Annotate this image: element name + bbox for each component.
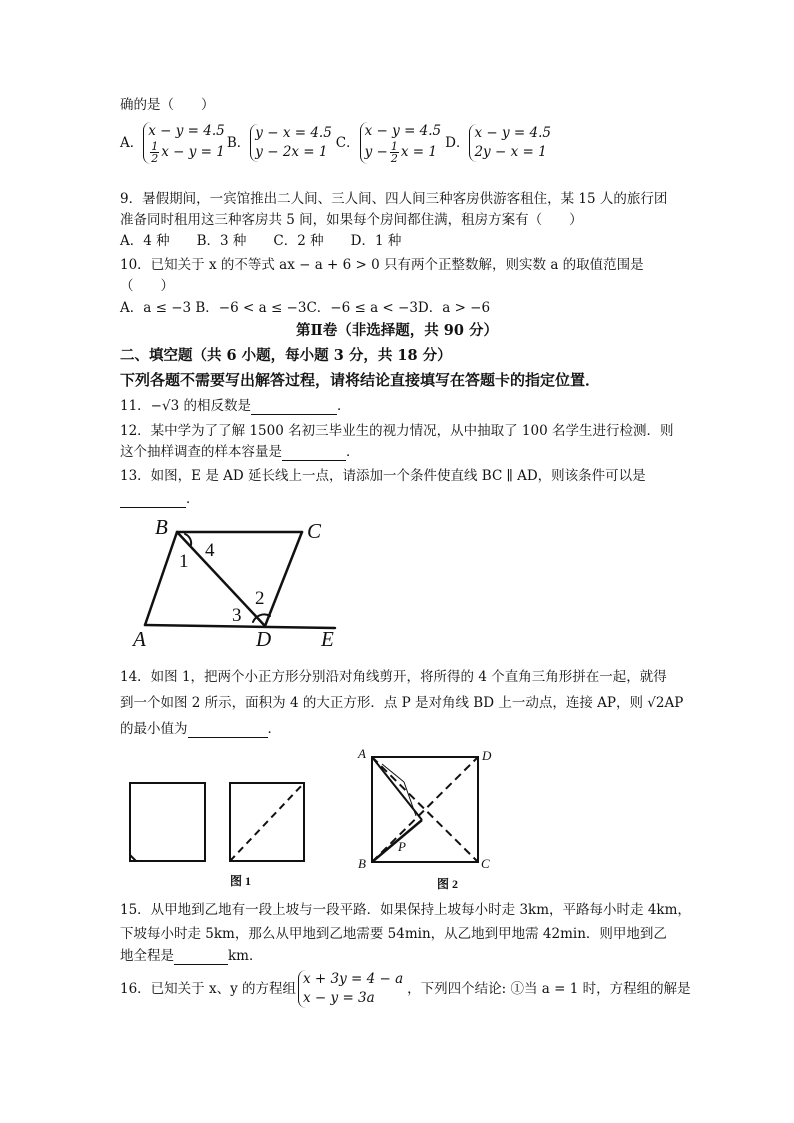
q14-fig2-big-square (372, 757, 478, 862)
q8-options (120, 122, 551, 164)
q8-option-c-system: x − y = 4.5 y − $\frac{1}{2}$ x = 1 (360, 122, 442, 164)
q14-line3: 的最小值为 ． (120, 721, 281, 737)
q8-tail: 确的是（ ） (120, 97, 215, 113)
q13-line1: 13．如图，E 是 AD 延长线上一点，请添加一个条件使直线 BC ∥ AD，则该条件可以是 (120, 468, 646, 484)
q13-line-cd (265, 532, 302, 626)
section2-instructions: 下列各题不需要写出解答过程，请将结论直接填写在答题卡的指定位置． (120, 371, 601, 389)
q8-a-eq1: x − y = 4.5 (148, 123, 225, 139)
q9-line1: 9．暑假期间，一宾馆推出二人间、三人间、四人间三种客房供游客租住，某 15 人的旅行团 (120, 191, 668, 207)
q8-option-d-letter: D． (445, 135, 470, 151)
q11-text: 11．−√3 的相反数是 (120, 398, 251, 414)
q12-line2: 这个抽样调查的样本容量是 ． (120, 444, 360, 460)
section2-title: 二、填空题（共 6 小题，每小题 3 分，共 18 分） (120, 347, 452, 364)
q13-line-ab (145, 532, 177, 625)
q13-angle-1: 1 (179, 551, 189, 572)
q15-line2: 下坡每小时走 5km，那么从甲地到乙地需要 54min，从乙地到甲地需 42min．则甲地到乙 (120, 926, 667, 942)
q14-fig2-label-p: P (398, 839, 406, 854)
q9-options: A．4 种 B．3 种 C．2 种 D．1 种 (120, 233, 402, 249)
q15-answer-blank (174, 950, 228, 965)
q14-line2: 到一个如图 2 所示，面积为 4 的大正方形．点 P 是对角线 BD 上一动点，连接 AP，则 √2AP (120, 695, 684, 711)
q8-option-a-letter: A． (120, 135, 144, 151)
q14-fig1-square-left (130, 783, 205, 861)
q13-figure-parallelogram (125, 512, 355, 647)
q16-pre: 16．已知关于 x、y 的方程组 (120, 981, 297, 997)
q14-fig1-caption: 图 1 (230, 874, 252, 888)
q14-fig2-caption: 图 2 (437, 877, 459, 891)
q12-answer-blank (282, 446, 346, 461)
q13-label-a: A (133, 627, 146, 647)
q10-line2: （ ） (120, 278, 174, 294)
q14-figures (120, 742, 520, 892)
q14-line1: 14．如图 1，把两个小正方形分别沿对角线剪开，将所得的 4 个直角三角形拼在一起，就得 (120, 669, 667, 685)
q8-option-b-letter: B． (226, 135, 251, 151)
q13-answer-blank (120, 493, 186, 508)
q11: 11．−√3 的相反数是 ． (120, 398, 351, 414)
q13-angle-2: 2 (255, 588, 265, 609)
q16-system: x + 3y = 4 − a x − y = 3a (298, 970, 403, 1008)
q11-answer-blank (251, 400, 337, 415)
q8-option-d-system: x − y = 4.5 2y − x = 1 (469, 124, 551, 162)
q16-post: ，下列四个结论: ①当 a = 1 时，方程组的解是 (407, 981, 691, 997)
q13-label-c: C (307, 519, 322, 543)
q8-option-b-system: y − x = 4.5 y − 2x = 1 (250, 124, 332, 162)
q9-line2: 准备同时租用这三种客房共 5 间，如果每个房间都住满，租房方案有（ ） (120, 212, 583, 228)
q10-line1: 10．已知关于 x 的不等式 ax − a + 6 > 0 只有两个正整数解，则实数 a 的取值范围是 (120, 257, 644, 273)
q8-option-a-system (143, 122, 225, 164)
part2-title: 第Ⅱ卷（非选择题，共 90 分） (296, 322, 498, 339)
q13-label-d: D (256, 627, 272, 647)
q15-line3: 地全程是 km． (120, 948, 263, 964)
q14-fig1-diagonal (230, 783, 304, 861)
q13-label-e: E (321, 627, 334, 647)
q14-fig2-label-b: B (358, 856, 366, 871)
q13-angle-3: 3 (232, 605, 242, 626)
q14-fig2-label-d: D (482, 748, 492, 763)
q8-a-eq2: x − y = 1 (161, 144, 225, 160)
q14-fig2-label-a: A (358, 746, 366, 761)
q8-a-frac: $\frac{1}{2}$ (151, 140, 159, 165)
q14-fig2-diagonal-ac (372, 757, 478, 862)
q12-line1: 12．某中学为了了解 1500 名初三毕业生的视力情况，从中抽取了 100 名学生进行检测．则 (120, 423, 674, 439)
q14-fig2-diagonal-bd (372, 757, 478, 862)
q13-angle-4: 4 (205, 540, 215, 561)
q15-line1: 15．从甲地到乙地有一段上坡与一段平路．如果保持上坡每小时走 3km，平路每小时走 4km， (120, 902, 691, 918)
q13-line2: ． (120, 490, 200, 508)
q14-answer-blank (188, 723, 268, 738)
q10-options: A．a ≤ −3 B．−6 < a ≤ −3C．−6 ≤ a < −3D．a > −6 (120, 300, 491, 316)
q13-label-b: B (155, 515, 168, 539)
q8-option-c-letter: C． (335, 135, 360, 151)
q16 (120, 970, 691, 1008)
q13-line-bd (177, 532, 265, 626)
q14-fig2-label-c: C (481, 856, 490, 871)
